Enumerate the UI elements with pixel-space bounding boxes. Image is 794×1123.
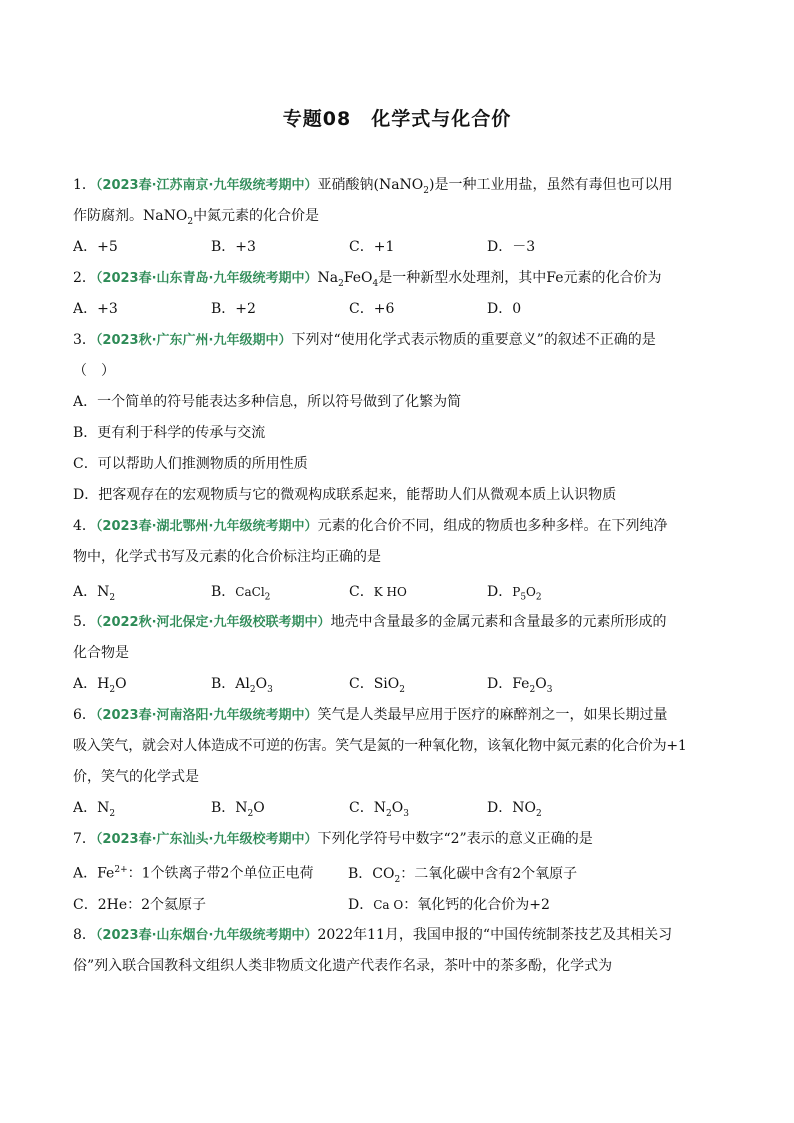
option-a[interactable]: A． $N_2$ <box>73 584 116 603</box>
question-6-stem: 6．（2023春·河南洛阳·九年级统考期中）笑气是人类最早应用于医疗的麻醉剂之一，如果长期过量 <box>73 707 668 723</box>
option-a[interactable]: A．$N_2$ <box>73 800 116 819</box>
option-c[interactable]: C．2He：2个氦原子 <box>73 897 207 913</box>
question-number: 7． <box>73 831 96 847</box>
question-6-stem-cont: 吸入笑气，就会对人体造成不可逆的伤害。笑气是氮的一种氧化物，该氧化物中氮元素的化合价为+1 <box>73 738 687 754</box>
question-number: 8． <box>73 927 96 943</box>
option-c[interactable]: C．可以帮助人们推测物质的所用性质 <box>73 456 308 472</box>
option-a[interactable]: A．$H_2O$ <box>73 676 127 695</box>
question-4-stem: 4．（2023春·湖北鄂州·九年级统考期中）元素的化合价不同，组成的物质也多种多样。在下列纯净 <box>73 518 668 534</box>
question-7-options-ab <box>73 855 713 886</box>
question-8-stem-cont: 俗”列入联合国教科文组织人类非物质文化遗产代表作名录，茶叶中的茶多酚，化学式为 <box>73 958 613 974</box>
option-a[interactable]: A．一个简单的符号能表达多种信息，所以符号做到了化繁为简 <box>73 394 462 410</box>
question-5-stem-cont: 化合物是 <box>73 645 129 661</box>
page-title: 专题08 化学式与化合价 <box>282 108 512 130</box>
question-4-options <box>73 573 713 607</box>
option-c[interactable]: C．K HO <box>349 584 407 600</box>
option-c[interactable]: C．+6 <box>349 301 395 317</box>
option-a[interactable]: A．$Fe^{2+}$：1个铁离子带2个单位正电荷 <box>73 865 314 882</box>
option-a[interactable]: A．+3 <box>73 301 118 317</box>
question-6-options <box>73 793 713 824</box>
question-source: （2023春·河南洛阳·九年级统考期中） <box>95 708 318 723</box>
question-6-stem-end: 价，笑气的化学式是 <box>73 769 199 785</box>
question-number: 1． <box>73 177 96 193</box>
answer-blank: （ ） <box>73 363 115 379</box>
question-number: 3． <box>73 332 96 348</box>
option-b[interactable]: B．$N_2O$ <box>211 800 265 819</box>
question-number: 4． <box>73 518 96 534</box>
question-source: （2023春·江苏南京·九年级统考期中） <box>95 178 318 193</box>
option-d[interactable]: D．$P_5$ $O_2$ <box>487 584 542 603</box>
option-b[interactable]: B．Ca $Cl_2$ <box>211 584 271 603</box>
question-7-stem: 7．（2023春·广东汕头·九年级校考期中）下列化学符号中数字“2”表示的意义正确的是 <box>73 831 593 847</box>
question-list <box>73 170 713 982</box>
question-4-stem-cont: 物中，化学式书写及元素的化合价标注均正确的是 <box>73 549 381 565</box>
option-d[interactable]: D．－3 <box>487 239 536 255</box>
question-source: （2023春·广东汕头·九年级校考期中） <box>95 832 318 847</box>
question-source: （2023秋·广东广州·九年级期中） <box>95 333 292 348</box>
option-b[interactable]: B．更有利于科学的传承与交流 <box>73 425 266 441</box>
question-5-options <box>73 669 713 700</box>
question-1-options <box>73 232 713 263</box>
option-a[interactable]: A．+5 <box>73 239 118 255</box>
option-d[interactable]: D．0 <box>487 301 522 317</box>
question-5-stem: 5．（2022秋·河北保定·九年级校联考期中）地壳中含量最多的金属元素和含量最多的元素所形成的 <box>73 614 667 630</box>
question-2-stem: 2．（2023春·山东青岛·九年级统考期中）$Na_2FeO_4$是一种新型水处理剂，其中Fe元素的化合价为 <box>73 270 662 289</box>
option-c[interactable]: C．$N_2O_3$ <box>349 800 409 819</box>
question-source: （2023春·湖北鄂州·九年级统考期中） <box>95 519 318 534</box>
question-source: （2023春·山东青岛·九年级统考期中） <box>95 271 318 286</box>
question-source: （2023春·山东烟台·九年级统考期中） <box>95 928 318 943</box>
option-c[interactable]: C．+1 <box>349 239 395 255</box>
question-3-stem: 3．（2023秋·广东广州·九年级期中）下列对“使用化学式表示物质的重要意义”的叙述不正确的是 <box>73 332 656 348</box>
option-d[interactable]: D．$NO_2$ <box>487 800 542 819</box>
question-2-options <box>73 294 713 325</box>
option-c[interactable]: C．SiO$_2$ <box>349 676 405 695</box>
question-7-options-cd <box>73 886 713 920</box>
question-number: 2． <box>73 270 96 286</box>
option-d[interactable]: D． Ca O：氧化钙的化合价为+2 <box>348 897 550 913</box>
option-b[interactable]: B．+2 <box>211 301 256 317</box>
option-d[interactable]: D．$Fe_2O_3$ <box>487 676 553 695</box>
question-number: 5． <box>73 614 96 630</box>
question-1-stem-cont: 作防腐剂。NaNO$_2$中氮元素的化合价是 <box>73 208 320 227</box>
option-d[interactable]: D．把客观存在的宏观物质与它的微观构成联系起来，能帮助人们从微观本质上认识物质 <box>73 487 617 503</box>
question-1-stem: 1．（2023春·江苏南京·九年级统考期中）亚硝酸钠(NaNO$_2$)是一种工业用盐，虽然有毒但也可以用 <box>73 177 673 196</box>
question-source: （2022秋·河北保定·九年级校联考期中） <box>95 615 331 630</box>
option-b[interactable]: B．+3 <box>211 239 256 255</box>
question-8-stem: 8．（2023春·山东烟台·九年级统考期中）2022年11月，我国申报的“中国传统制茶技艺及其相关习 <box>73 927 673 943</box>
question-number: 6． <box>73 707 96 723</box>
option-b[interactable]: B．$Al_2O_3$ <box>211 676 273 695</box>
option-b[interactable]: B．$CO_2$：二氧化碳中含有2个氧原子 <box>348 865 578 885</box>
